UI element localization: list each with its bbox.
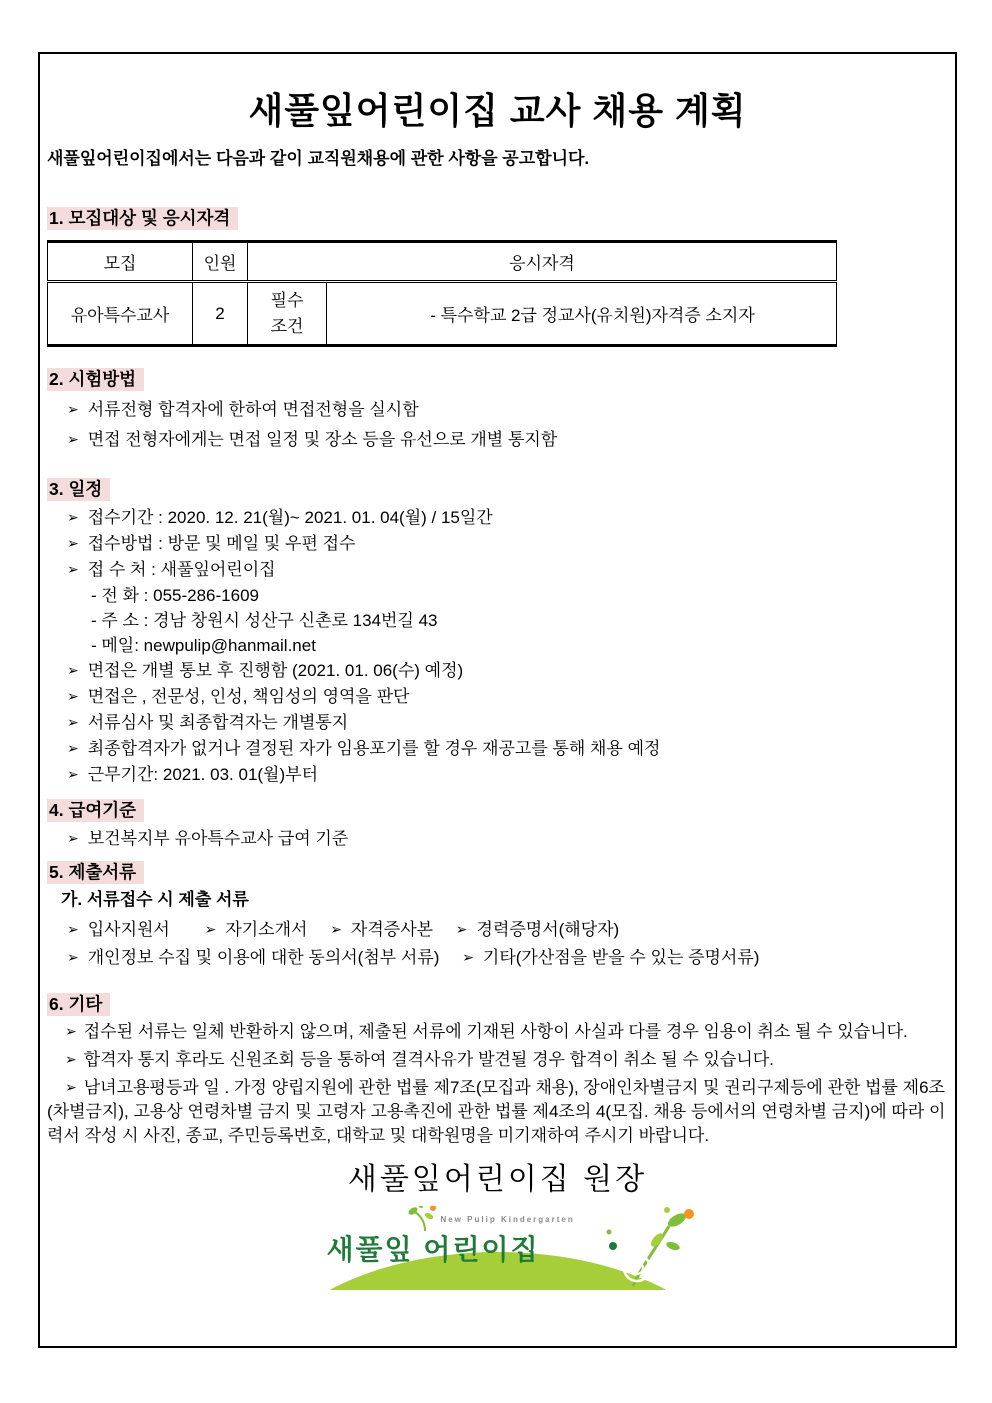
- section2-list: [47, 395, 948, 455]
- kindergarten-logo: [293, 1206, 703, 1290]
- section6-heading-label: 6. 기타: [47, 993, 110, 1016]
- notice-paragraph-text: 접수된 서류는 일체 반환하지 않으며, 제출된 서류에 기재된 사항이 사실과 다를 경우 임용이 취소 될 수 있습니다.: [83, 1022, 908, 1041]
- arrow-bullet-icon: ➢: [67, 431, 79, 447]
- list-item-text: 개인정보 수집 및 이용에 대한 동의서(첨부 서류): [87, 948, 440, 967]
- arrow-bullet-icon: ➢: [67, 401, 79, 417]
- section3-heading-label: 3. 일정: [47, 478, 110, 501]
- cell-count: 2: [193, 282, 248, 346]
- section4-heading: [47, 798, 948, 822]
- table-header-row: [48, 242, 837, 282]
- arrow-bullet-icon: ➢: [330, 921, 342, 937]
- arrow-bullet-icon: ➢: [67, 662, 79, 678]
- list-item-text: 접수방법 : 방문 및 메일 및 우편 접수: [87, 534, 356, 553]
- list-item-text: 면접은 개별 통보 후 진행함 (2021. 01. 06(수) 예정): [87, 661, 464, 680]
- section5-heading-label: 5. 제출서류: [47, 861, 144, 884]
- table-row: [48, 282, 837, 346]
- section2-heading-label: 2. 시험방법: [47, 368, 144, 391]
- arrow-bullet-icon: ➢: [67, 921, 79, 937]
- section6-heading: [47, 992, 948, 1016]
- list-item: [47, 531, 948, 557]
- list-item: [47, 736, 948, 762]
- arrow-bullet-icon: ➢: [67, 561, 79, 577]
- list-item-text: 접수기간 : 2020. 12. 21(월)~ 2021. 01. 04(월) / 15일간: [87, 508, 493, 527]
- arrow-bullet-icon: ➢: [67, 714, 79, 730]
- col-header-count: 인원: [193, 242, 248, 282]
- cell-condition-line1: 필수: [270, 290, 304, 310]
- cell-recruit: 유아특수교사: [48, 282, 193, 346]
- list-item-text: 면접은 , 전문성, 인성, 책임성의 영역을 판단: [87, 687, 410, 706]
- sub-item-address: - 주 소 : 경남 창원시 성산구 신촌로 134번길 43: [91, 611, 438, 630]
- col-header-recruit: 모집: [48, 242, 193, 282]
- list-item-text: 경력증명서(해당자): [476, 920, 620, 939]
- notice-paragraph-text: 남녀고용평등과 일 . 가정 양립지원에 관한 법률 제7조(모집과 채용), 장애인차별금지 및 권리구제등에 관한 법률 제6조(차별금지), 고용상 연령차별 금지 및 고령자 고용촉진에 관한 법률 제4조의 4(모집. 채용 등에서의 연령차별 금지)에 따라 이력서 작성 시 사진, 종교, 주민등록번호, 대학교 및 대학원명을 미기재하여 주시기 바랍니다.: [47, 1078, 946, 1145]
- list-item: [47, 916, 948, 944]
- section5-subheading: 가. 서류접수 시 제출 서류: [61, 890, 249, 909]
- arrow-bullet-icon: ➢: [67, 830, 79, 846]
- list-item: [47, 505, 948, 531]
- cell-condition: [248, 282, 327, 346]
- arrow-bullet-icon: ➢: [67, 688, 79, 704]
- arrow-bullet-icon: ➢: [67, 766, 79, 782]
- list-item-text: 근무기간: 2021. 03. 01(월)부터: [87, 765, 318, 784]
- list-item: [47, 395, 948, 425]
- section5-heading: [47, 860, 948, 884]
- arrow-bullet-icon: ➢: [455, 921, 468, 937]
- section2-heading: [47, 367, 948, 391]
- arrow-bullet-icon: ➢: [65, 1023, 77, 1039]
- list-item: [47, 710, 948, 736]
- arrow-bullet-icon: ➢: [65, 1051, 77, 1067]
- list-item-text: 최종합격자가 없거나 결정된 자가 임용포기를 할 경우 재공고를 통해 채용 예정: [87, 739, 661, 758]
- document-page: [38, 52, 957, 1348]
- sub-item-email: - 메일: newpulip@hanmail.net: [91, 636, 316, 655]
- section5-list: [47, 916, 948, 972]
- sub-item-phone: - 전 화 : 055-286-1609: [91, 586, 259, 605]
- section3-heading: [47, 477, 948, 501]
- section4-heading-label: 4. 급여기준: [47, 799, 144, 822]
- list-item: [47, 762, 948, 788]
- list-item: [47, 658, 948, 684]
- list-item: [47, 425, 948, 455]
- list-item-text: 서류전형 합격자에 한하여 면접전형을 실시함: [87, 400, 419, 419]
- list-item-text: 자기소개서: [225, 920, 308, 939]
- list-item-text: 기타(가산점을 받을 수 있는 증명서류): [482, 948, 760, 967]
- list-item-text: 서류심사 및 최종합격자는 개별통지: [87, 713, 349, 732]
- logo-korean-text: 새풀잎 어린이집: [326, 1234, 540, 1265]
- arrow-bullet-icon: ➢: [67, 740, 79, 756]
- notice-paragraph: [47, 1048, 948, 1072]
- list-item-text: 접 수 처 : 새풀잎어린이집: [87, 560, 276, 579]
- arrow-bullet-icon: ➢: [67, 535, 79, 551]
- list-item: [47, 826, 948, 852]
- notice-paragraph: [47, 1076, 948, 1148]
- intro-text: 새풀잎어린이집에서는 다음과 같이 교직원채용에 관한 사항을 공고합니다.: [47, 149, 590, 168]
- section3-list: [47, 505, 948, 788]
- cell-condition-line2: 조건: [270, 316, 304, 336]
- arrow-bullet-icon: ➢: [67, 509, 79, 525]
- section1-heading-label: 1. 모집대상 및 응시자격: [47, 207, 238, 230]
- list-item: [47, 557, 948, 583]
- list-item: [47, 684, 948, 710]
- cell-qualification: - 특수학교 2급 정교사(유치원)자격증 소지자: [327, 282, 837, 346]
- logo-english-text: New Pulip Kindergarten: [440, 1215, 575, 1224]
- arrow-bullet-icon: ➢: [204, 921, 217, 937]
- section4-list: [47, 826, 948, 852]
- list-item-text: 면접 전형자에게는 면접 일정 및 장소 등을 유선으로 개별 통지함: [87, 430, 558, 449]
- list-item-text: 자격증사본: [350, 920, 434, 939]
- notice-paragraph-text: 합격자 통지 후라도 신원조회 등을 통하여 결격사유가 발견될 경우 합격이 취소 될 수 있습니다.: [83, 1050, 774, 1069]
- list-item-text: 입사지원서: [87, 920, 170, 939]
- page-title: 새풀잎어린이집 교사 채용 계획: [248, 90, 747, 131]
- arrow-bullet-icon: ➢: [462, 949, 474, 965]
- section1-heading: [47, 206, 948, 230]
- list-item-text: 보건복지부 유아특수교사 급여 기준: [87, 829, 349, 848]
- notice-paragraph: [47, 1020, 948, 1044]
- signature-line: 새풀잎어린이집 원장: [347, 1163, 648, 1196]
- recruitment-table: [47, 240, 837, 347]
- logo-vine-icon: [603, 1206, 699, 1290]
- arrow-bullet-icon: ➢: [65, 1079, 77, 1095]
- col-header-qualification: 응시자격: [248, 242, 837, 282]
- arrow-bullet-icon: ➢: [67, 949, 79, 965]
- list-item: [47, 944, 948, 972]
